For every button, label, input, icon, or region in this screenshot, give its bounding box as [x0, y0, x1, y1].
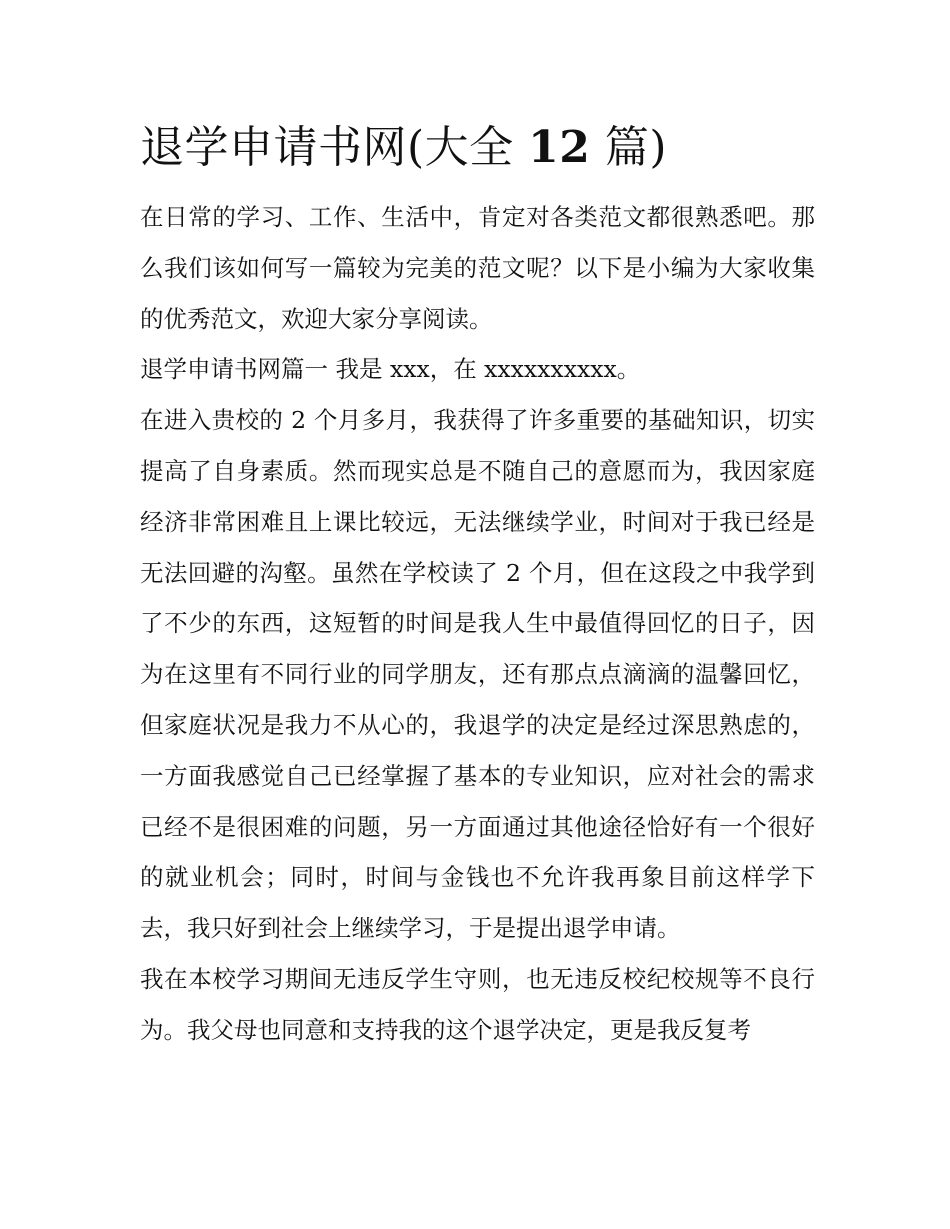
intro-paragraph: 在日常的学习、工作、生活中，肯定对各类范文都很熟悉吧。那么我们该如何写一篇较为完美的范文呢？以下是小编为大家收集的优秀范文，欢迎大家分享阅读。 — [140, 203, 815, 333]
document-title — [140, 118, 815, 178]
document-body — [140, 118, 815, 1056]
title-text-end: 篇) — [590, 122, 668, 173]
body-paragraph-continued: 我在本校学习期间无违反学生守则，也无违反校纪校规等不良行为。我父母也同意和支持我的这个退学决定，更是我反复考 — [140, 964, 815, 1044]
title-number: 12 — [528, 122, 591, 173]
body-paragraph: 在进入贵校的 2 个月多月，我获得了许多重要的基础知识，切实提高了自身素质。然而现实总是不随自己的意愿而为，我因家庭经济非常困难且上课比较远，无法继续学业，时间对于我已经是无法回避的沟壑。虽然在学校读了 2 个月，但在这段之中我学到了不少的东西，这短暂的时间是我人生中最值得回忆的日子，因为在这里有不同行业的同学朋友，还有那点点滴滴的温馨回忆，但家庭状况是我力不从心的，我退学的决定是经过深思熟虑的，一方面我感觉自己已经掌握了基本的专业知识，应对社会的需求已经不是很困难的问题，另一方面通过其他途径恰好有一个很好的就业机会；同时，时间与金钱也不允许我再象目前这样学下去，我只好到社会上继续学习，于是提出退学申请。 — [140, 406, 815, 943]
title-text-start: 退学申请书网(大全 — [140, 122, 529, 173]
section-heading-paragraph: 退学申请书网篇一 我是 xxx，在 xxxxxxxxxx。 — [140, 355, 641, 384]
